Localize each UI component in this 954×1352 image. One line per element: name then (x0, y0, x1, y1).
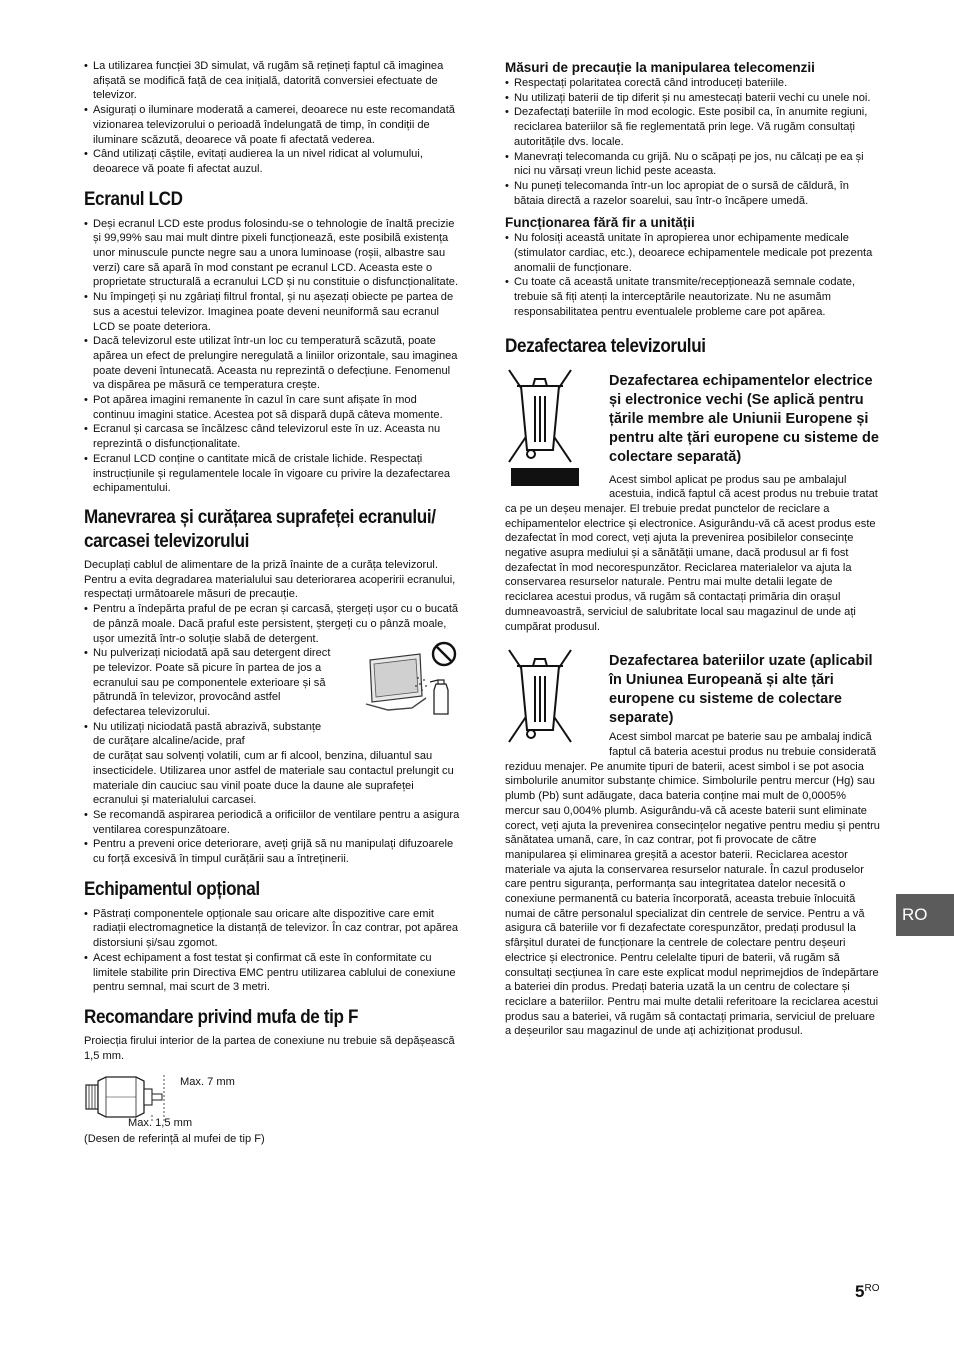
list-item: • La utilizarea funcției 3D simulat, vă rugăm să rețineți faptul că imaginea afișată se modifică față de cea inițială, datorită conversiei efectuate de televizor. (84, 59, 460, 103)
intro-list (84, 59, 460, 177)
remote-list (505, 76, 880, 208)
optional-list (84, 907, 460, 995)
language-tab: RO (896, 894, 954, 936)
cleaning-figure-row (84, 646, 460, 749)
weee-text: Acest simbol aplicat pe produs sau pe ambalajul acestuia, indică faptul că acest produs nu trebuie tratat ca pe un deșeu menajer. El trebuie predat punctelor de reciclare a echipamentelor electrice și electronice. Asigurându-vă că acest produs este dezafectat în mod corect, veți ajuta la prevenirea posibilelor consecințe negative asupra mediului și a sănătății umane, dacă produsul ar fi fost dezafectat în mod necorespunzător. Reciclarea materialelor va ajuta la conservarea resurselor naturale. Pentru mai multe detalii legate de reciclarea acestui produs, vă rugăm să contactați primăria din orașul dumneavoastră, serviciul de salubritate local sau magazinul de unde ați cumpărat produsul. (505, 473, 878, 633)
section-title-optional: Echipamentul opțional (84, 878, 260, 900)
list-item: • Nu folosiți această unitate în apropierea unor echipamente medicale (stimulator cardiac, etc.), deoarece echipamentele medicale pot prezenta anomalii de funcționare. (505, 231, 880, 275)
section-title-cleaning-1: Manevrarea și curățarea suprafeței ecranului/ (84, 506, 436, 528)
cleaning-list-narrow (84, 646, 332, 749)
list-item: • Nu pulverizați niciodată apă sau detergent direct pe televizor. Poate să picure în partea de jos a ecranului sau pe componentele exterioare și să pătrundă în televizor, provocând astfel defectarea televizorului. (84, 646, 332, 720)
battery-symbol (505, 646, 605, 755)
cleaning-paragraph-1: Decuplați cablul de alimentare de la priză înainte de a curăța televizorul. (84, 558, 438, 571)
list-item: • Asigurați o iluminare moderată a camerei, deoarece nu este recomandată vizionarea televizorului o perioadă îndelungată de timp, în condiții de iluminare scăzută, deoarece vă poate fi afectată vederea. (84, 103, 460, 147)
section-title-f-connector: Recomandare privind mufa de tip F (84, 1006, 359, 1028)
weee-block (505, 372, 880, 635)
list-item: • Dezafectați bateriile în mod ecologic. Este posibil ca, în anumite regiuni, reciclarea bateriilor să fie reglementată prin lege. Vă rugăm consultați autoritățile dvs. locale. (505, 105, 880, 149)
battery-block (505, 652, 880, 1039)
battery-text: Acest simbol marcat pe baterie sau pe ambalaj indică faptul că bateria acestui produs nu trebuie considerată reziduu menajer. Pe anumite tipuri de baterii, acest simbol i se pot asocia simbolurile anumitor substanțe chimice. Simbolurile pentru mercur (Hg) sau plumb (Pb) sunt adăugate, daca bateria conține mai mult de 0,0005% mercur sau 0,004% plumb. Asigurându-vă că aceste baterii sunt eliminate corect, veți ajuta la prevenirea consecințelor negative pentru mediu și pentru sănătatea umană, care, în caz contrar, pot fi provocate de către manipularea și eliminarea greșită a acestor baterii. Reciclarea acestor materiale va ajuta la conservarea resurselor naturale. În cazul produselor care pentru siguranța, performanța sau integritatea datelor necesită o conexiune permanentă cu bateria încorporată, aceasta trebuie înlocuită numai de către personalul specializat din centrele de service. Pentru a vă asigura că bateriile vor fi dezafectate corespunzător, predați produsul la sfârșitul duratei de funcționare la centrele de colectare pentru deșeuri electrice și electronice. Pentru celelalte tipuri de baterii, vă rugăm să consultați secțiunea în care este explicat modul neprimejdios de îndepărtare a bateriei din produs. Predați bateria uzată la un centru de colectare și reciclare a bateriilor. Pentru mai multe detalii referitoare la reciclarea acestui produs sau a bateriei, vă rugăm să contactați primaria, serviciul de preluare a deșeurilor sau magazinul de unde ați achiziționat produsul. (505, 731, 880, 1038)
battery-title: Dezafectarea bateriilor uzate (aplicabil în Uniunea Europeană și alte țări europene cu sisteme de colectare separate) (609, 653, 873, 727)
list-item: • Pentru a preveni orice deteriorare, aveți grijă să nu manipulați difuzoarele cu forță excesivă în timpul curățării sau a întreținerii. (84, 837, 460, 866)
section-title-cleaning-2: carcasei televizorului (84, 530, 250, 552)
section-title-lcd: Ecranul LCD (84, 188, 183, 210)
list-item: • Pentru a îndepărta praful de pe ecran și carcasă, ștergeți ușor cu o bucată de pânză moale. Dacă praful este persistent, ștergeți cu o pânză moale, ușor umezită într-o soluție slabă de detergent. (84, 602, 460, 646)
list-item: • Ecranul și carcasa se încălzesc când televizorul este în uz. Aceasta nu reprezintă o disfuncționalitate. (84, 422, 460, 451)
f-figure-caption: (Desen de referință al mufei de tip F) (84, 1133, 265, 1146)
lcd-list (84, 217, 460, 496)
weee-title: Dezafectarea echipamentelor electrice și electronice vechi (Se aplică pentru țările membre ale Uniunii Europene și pentru alte țări europene cu sisteme de colectare separată) (609, 372, 879, 465)
list-item: • Deși ecranul LCD este produs folosindu-se o tehnologie de înaltă precizie și 99,99% sau mai mult dintre pixeli funcționează, este posibilă existența unor minuscule puncte negre sau a unora luminoase (roșii, albastre sau verzi) care să apară în mod constant pe ecranul LCD. Aceasta este o proprietate structurală a ecranului LCD și nu constituie o disfuncționalitate. (84, 217, 460, 291)
right-column (505, 59, 880, 1039)
subsection-title-remote: Măsuri de precauție la manipularea telecomenzii (505, 60, 815, 75)
f-connector-figure (84, 1071, 460, 1161)
f-max-7-label: Max. 7 mm (180, 1076, 235, 1089)
subsection-title-wireless: Funcționarea fără fir a unității (505, 215, 695, 231)
list-item: • Nu utilizați baterii de tip diferit și nu amestecați baterii vechi cu unele noi. (505, 91, 880, 106)
left-column (84, 59, 460, 1161)
list-item: • Pot apărea imagini remanente în cazul în care sunt afișate în mod continuu imagini statice. Acestea pot să dispară după câteva momente. (84, 393, 460, 422)
list-item: • Manevrați telecomanda cu grijă. Nu o scăpați pe jos, nu călcați pe ea și nici nu vărsați vreun lichid peste aceasta. (505, 150, 880, 179)
cleaning-paragraph-2: Pentru a evita degradarea materialului sau deteriorarea acoperirii ecranului, respectați următoarele măsuri de precauție. (84, 573, 456, 601)
list-item: • Cu toate că această unitate transmite/recepționează semnale codate, trebuie să fiți atenți la interceptările neautorizate. Nu ne asumăm responsabilitatea pentru eventualele probleme care pot apărea. (505, 275, 880, 319)
list-item: • Nu puneți telecomanda într-un loc apropiat de o sursă de căldură, în bătaia directă a razelor soarelui, sau într-o încăpere umedă. (505, 179, 880, 208)
cleaning-list-2 (84, 808, 460, 867)
list-item: • Acest echipament a fost testat și confirmat că este în conformitate cu limitele stabilite prin Directiva EMC pentru utilizarea cablului de conexiune pentru semnal, mai scurt de 3 metri. (84, 951, 460, 995)
weee-symbol (505, 366, 605, 493)
list-item: • Se recomandă aspirarea periodică a orificiilor de ventilare pentru a asigura ventilarea corespunzătoare. (84, 808, 460, 837)
page-number-suffix: RO (864, 1283, 880, 1294)
no-spray-illustration (358, 640, 458, 720)
f-connector-text: Proiecția firului interior de la partea de conexiune nu trebuie să depășească 1,5 mm. (84, 1034, 455, 1062)
f-max-1-5-label: Max. 1,5 mm (128, 1117, 193, 1130)
page-number (855, 1282, 879, 1302)
list-item: • Dacă televizorul este utilizat într-un loc cu temperatură scăzută, poate apărea un efect de prelungire neregulată a liniilor orizontale, sau imaginea poate deveni întunecată. Aceasta nu reprezintă o defecțiune. Fenomenul va dispărea pe măsură ce temperatura crește. (84, 334, 460, 393)
page-number-value: 5 (855, 1282, 865, 1301)
list-item: • Nu utilizați niciodată pastă abrazivă, substanțe de curățare alcaline/acide, praf (84, 720, 332, 749)
list-item: • Ecranul LCD conține o cantitate mică de cristale lichide. Respectați instrucțiunile și regulamentele locale în vigoare cu privire la dezafectarea echipamentului. (84, 452, 460, 496)
crossed-bin-icon (505, 366, 581, 488)
wireless-list (505, 231, 880, 319)
list-item: • Păstrați componentele opționale sau oricare alte dispozitive care emit radiații electromagnetice la distanță de televizor. În caz contrar, pot apărea distorsiuni și/sau zgomot. (84, 907, 460, 951)
list-item: • Respectați polaritatea corectă când introduceți bateriile. (505, 76, 880, 91)
list-item: • Nu împingeți și nu zgâriați filtrul frontal, și nu așezați obiecte pe partea de sus a acestui televizor. Imaginea poate deveni neuniformă sau ecranul LCD se poate deteriora. (84, 290, 460, 334)
section-title-disposal: Dezafectarea televizorului (505, 335, 706, 357)
crossed-bin-battery-icon (505, 646, 581, 750)
cleaning-bullet-3-continued: de curățat sau solvenți volatili, cum ar fi alcool, benzina, diluantul sau insecticidele. Utilizarea unor astfel de materiale sau contactul prelungit cu materiale din cauciuc sau vinil poate duce la daune ale suprafeței ecranului și materialului carcasei. (93, 750, 454, 807)
list-item: • Când utilizați căștile, evitați audierea la un nivel ridicat al volumului, deoarece vă poate fi afectat auzul. (84, 147, 460, 176)
